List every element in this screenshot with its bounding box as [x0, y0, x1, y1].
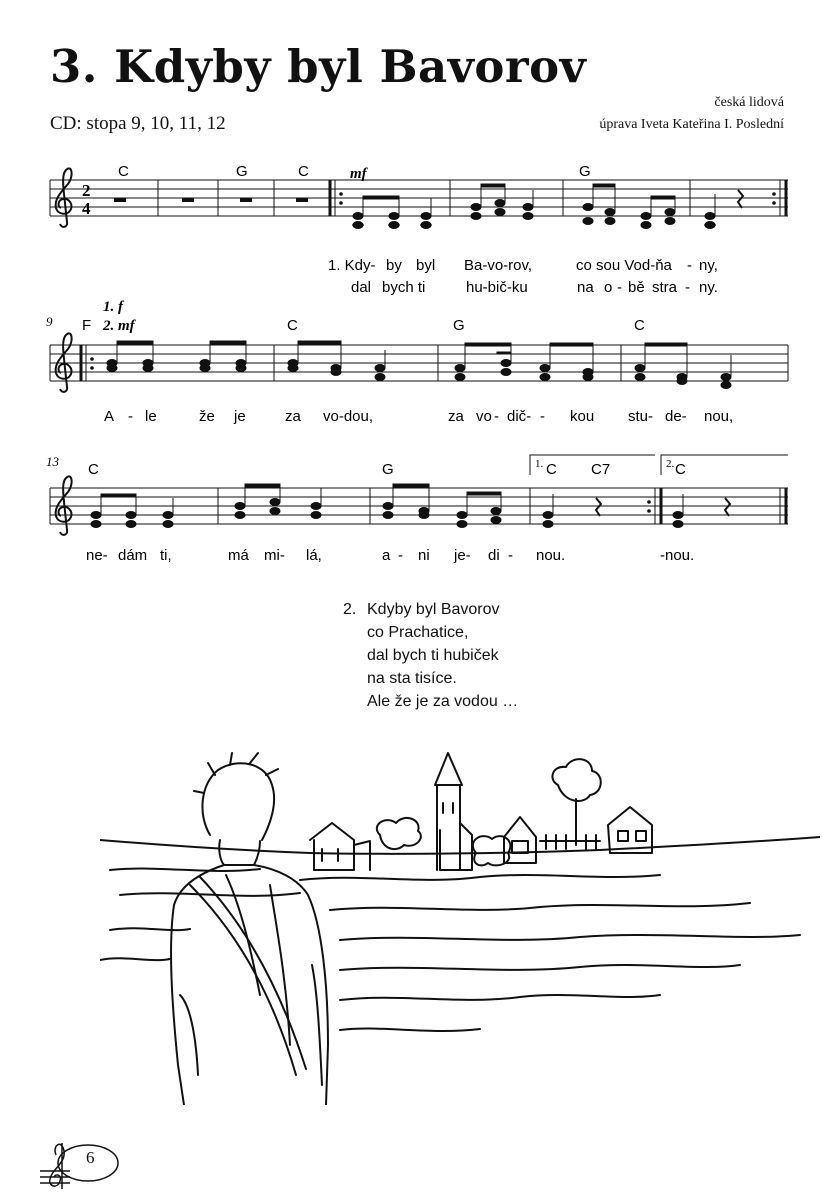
- dynamic-mark: mf: [350, 166, 367, 182]
- lyric: de-: [665, 408, 687, 425]
- lyric: ti,: [160, 547, 172, 564]
- lyric: bych ti: [382, 279, 426, 296]
- verse-line: co Prachatice,: [367, 624, 469, 641]
- lyric: je: [234, 408, 246, 425]
- chord-label: C: [675, 461, 686, 478]
- staff-system-3: [46, 454, 788, 564]
- page-number: 6: [86, 1148, 95, 1167]
- lyric: -: [617, 279, 622, 296]
- lyric: ni: [418, 547, 430, 564]
- lyric: na: [577, 279, 594, 296]
- lyric: ny,: [699, 257, 718, 274]
- chord-label: C: [88, 461, 99, 478]
- chord-label: C: [298, 163, 309, 180]
- lyric: by: [386, 257, 402, 274]
- lyric: -nou.: [660, 547, 695, 564]
- staff-system-1: [50, 163, 788, 296]
- lyric: nou.: [536, 547, 566, 564]
- quarter-rest-icon: [725, 498, 730, 516]
- dynamic-mark: 1. f: [103, 299, 123, 315]
- song-origin: česká lidová: [714, 95, 784, 110]
- lyric: Ba-vo-rov,: [464, 257, 533, 274]
- page-title: 3. Kdyby byl Bavorov: [50, 40, 587, 93]
- lyric: stu-: [628, 408, 654, 425]
- lyric: kou: [570, 408, 595, 425]
- staff-system-2: [46, 299, 788, 425]
- measure-number: 13: [46, 454, 59, 469]
- chord-label: C: [118, 163, 129, 180]
- lyric: dič-: [507, 408, 532, 425]
- lyric: lá,: [306, 547, 322, 564]
- lyric: -: [685, 279, 690, 296]
- chord-label: C7: [591, 461, 611, 478]
- arranger-credit: úprava Iveta Kateřina I. Poslední: [599, 117, 784, 132]
- lyric: za: [448, 408, 464, 425]
- volta-2-label: 2.: [666, 458, 675, 470]
- chord-label: G: [579, 163, 591, 180]
- lyric: -: [494, 408, 499, 425]
- lyric: má: [228, 547, 249, 564]
- lyric: -: [128, 408, 133, 425]
- chord-label: C: [287, 317, 298, 334]
- lyric: le: [145, 408, 157, 425]
- chord-label: C: [634, 317, 645, 334]
- cd-tracks: CD: stopa 9, 10, 11, 12: [50, 113, 226, 134]
- chord-label: C: [546, 461, 557, 478]
- measure-number: 9: [46, 314, 53, 329]
- chord-label: G: [453, 317, 465, 334]
- chord-label: F: [82, 317, 92, 334]
- volta-1-label: 1.: [535, 458, 544, 470]
- lyric: bě: [628, 279, 645, 296]
- chord-label: G: [236, 163, 248, 180]
- lyric: mi-: [264, 547, 285, 564]
- lyric: byl: [416, 257, 436, 274]
- lyric: -: [398, 547, 403, 564]
- verse-line: Ale že je za vodou …: [367, 693, 519, 710]
- page-number-badge: [40, 1135, 150, 1195]
- quarter-rest-icon: [738, 190, 743, 208]
- lyric: vo-dou,: [323, 408, 374, 425]
- lyric: hu-bič-ku: [466, 279, 528, 296]
- lyric: 1. Kdy-: [328, 257, 376, 274]
- quarter-rest-icon: [596, 498, 601, 516]
- verse-2-number: 2.: [343, 601, 357, 618]
- lyric: -: [508, 547, 513, 564]
- lyric: ny.: [699, 279, 718, 296]
- lyric: co sou Vod-ňa: [576, 257, 672, 274]
- verse-2: [343, 598, 518, 713]
- verse-line: na sta tisíce.: [367, 670, 457, 687]
- lyric: -: [540, 408, 545, 425]
- lyric: ne-: [86, 547, 108, 564]
- lyric: je-: [454, 547, 471, 564]
- dynamic-mark: 2. mf: [103, 318, 135, 334]
- time-sig-bottom: 4: [82, 199, 91, 218]
- lyric: že: [199, 408, 215, 425]
- lyric: A: [104, 408, 115, 425]
- lyric: -: [687, 257, 692, 274]
- chord-label: G: [382, 461, 394, 478]
- illustration: [100, 745, 820, 1105]
- lyric: o: [604, 279, 613, 296]
- verse-line: dal bych ti hubiček: [367, 647, 499, 664]
- lyric: za: [285, 408, 301, 425]
- time-sig-top: 2: [82, 181, 91, 200]
- lyric: dám: [118, 547, 148, 564]
- lyric: nou,: [704, 408, 734, 425]
- lyric: dal: [351, 279, 372, 296]
- lyric: a: [382, 547, 391, 564]
- lyric: vo: [476, 408, 492, 425]
- lyric: di: [488, 547, 500, 564]
- half-rests: [114, 198, 308, 202]
- verse-line: Kdyby byl Bavorov: [367, 601, 500, 618]
- lyric: stra: [652, 279, 678, 296]
